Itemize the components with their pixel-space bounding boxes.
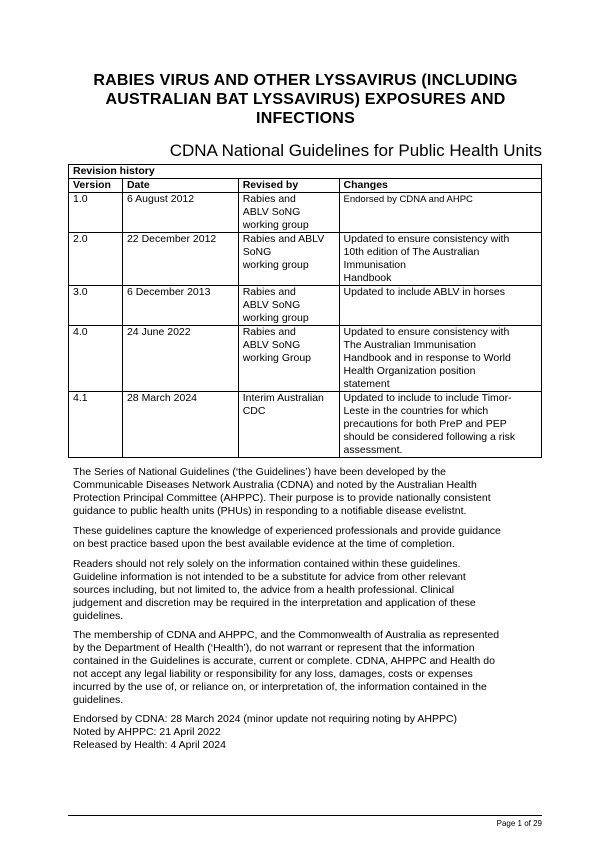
cell-revised-by-line: Rabies and xyxy=(242,326,296,338)
paragraph-line: sources including, but not limited to, the advice from a health professional. Clinical xyxy=(73,584,455,596)
paragraph-line: Protection Principal Committee (AHPPC). Their purpose is to provide nationally consistent xyxy=(73,492,491,504)
cell-revised-by-line: working group xyxy=(242,259,309,271)
col-header-version: Version xyxy=(69,179,123,193)
revision-row xyxy=(69,326,542,392)
cell-changes xyxy=(339,193,541,233)
paragraph-line: These guidelines capture the knowledge of experienced professionals and provide guidance xyxy=(73,525,501,537)
cell-changes-line: The Australian Immunisation xyxy=(343,339,477,351)
cell-changes-line: Updated to include ABLV in horses xyxy=(343,286,506,298)
cell-changes-line: Updated to ensure consistency with xyxy=(343,233,510,245)
cell-changes-line: Health Organization position xyxy=(343,365,476,377)
cell-revised-by-line: ABLV SoNG xyxy=(242,206,301,218)
endorsement-block xyxy=(73,713,543,752)
cell-date: 6 August 2012 xyxy=(122,193,238,233)
paragraph-reliance xyxy=(73,558,543,623)
cell-revised-by xyxy=(238,193,339,233)
paragraph-line: on best practice based upon the best available evidence at the time of completion. xyxy=(73,538,455,550)
cell-changes-line: Updated to ensure consistency with xyxy=(343,326,510,338)
paragraph-line: guidance to public health units (PHUs) in responding to a notifiable disease evelistnt. xyxy=(73,505,467,517)
paragraph-line: The Series of National Guidelines (‘the Guidelines’) have been developed by the xyxy=(73,466,446,478)
cell-changes xyxy=(339,286,541,326)
noted-line: Noted by AHPPC: 21 April 2022 xyxy=(73,726,221,738)
revision-history-table xyxy=(68,164,542,458)
cell-revised-by-line: working Group xyxy=(242,352,311,364)
revision-row xyxy=(69,193,542,233)
cell-date: 22 December 2012 xyxy=(122,233,238,286)
cell-version: 1.0 xyxy=(69,193,123,233)
paragraph-line: Communicable Diseases Network Australia (CDNA) and noted by the Australian Health xyxy=(73,479,477,491)
paragraph-line: not accept any legal liability or responsibility for any loss, damages, costs or expenses xyxy=(73,668,473,680)
col-header-revised-by: Revised by xyxy=(238,179,339,193)
endorsed-line: Endorsed by CDNA: 28 March 2024 (minor update not requiring noting by AHPPC) xyxy=(73,713,458,725)
cell-changes-line: precautions for both PreP and PEP xyxy=(343,418,507,430)
paragraph-line: Guideline information is not intended to be a substitute for advice from other relevant xyxy=(73,571,466,583)
page-number: Page 1 of 29 xyxy=(496,819,542,828)
cell-changes xyxy=(339,326,541,392)
col-header-changes: Changes xyxy=(339,179,541,193)
title-line: RABIES VIRUS AND OTHER LYSSAVIRUS (INCLUDING xyxy=(93,72,518,89)
cell-changes xyxy=(339,392,541,458)
cell-revised-by-line: CDC xyxy=(242,405,266,417)
document-title xyxy=(60,71,551,128)
cell-date: 6 December 2013 xyxy=(122,286,238,326)
paragraph-knowledge xyxy=(73,525,543,551)
cell-revised-by-line: Rabies and xyxy=(242,193,296,205)
cell-revised-by-line: Interim Australian xyxy=(242,392,324,404)
cell-date: 28 March 2024 xyxy=(122,392,238,458)
paragraph-line: Readers should not rely solely on the information contained within these guidelines. xyxy=(73,558,461,570)
paragraph-line: judgement and discretion may be required in the interpretation and application of these xyxy=(73,597,476,609)
cell-revised-by xyxy=(238,392,339,458)
cell-revised-by-line: ABLV SoNG xyxy=(242,339,301,351)
cell-revised-by xyxy=(238,286,339,326)
cell-changes-line: Endorsed by CDNA and AHPC xyxy=(343,194,473,205)
cell-revised-by-line: SoNG xyxy=(242,246,272,258)
cell-revised-by-line: Rabies and xyxy=(242,286,296,298)
paragraph-line: by the Department of Health (‘Health’), do not warrant or represent that the information xyxy=(73,642,475,654)
cell-changes-line: Leste in the countries for which xyxy=(343,405,489,417)
paragraph-line: contained in the Guidelines is accurate, current or complete. CDNA, AHPPC and Health do xyxy=(73,655,495,667)
cell-revised-by-line: working group xyxy=(242,219,309,231)
revision-caption: Revision history xyxy=(69,165,542,179)
paragraph-line: guidelines. xyxy=(73,694,124,706)
cell-changes-line: statement xyxy=(343,378,390,390)
cell-revised-by-line: ABLV SoNG xyxy=(242,299,301,311)
cell-revised-by xyxy=(238,326,339,392)
cell-version: 3.0 xyxy=(69,286,123,326)
footer-divider xyxy=(68,815,542,816)
paragraph-line: incurred by the use of, or reliance on, or interpretation of, the information contained in the xyxy=(73,681,487,693)
released-line: Released by Health: 4 April 2024 xyxy=(73,739,226,751)
cell-changes-line: Handbook and in response to World xyxy=(343,352,511,364)
cell-changes-line: Handbook xyxy=(343,272,392,284)
revision-rows xyxy=(69,193,542,458)
paragraph-purpose xyxy=(73,466,543,518)
cell-version: 4.1 xyxy=(69,392,123,458)
cell-changes-line: Immunisation xyxy=(343,259,406,271)
cell-revised-by xyxy=(238,233,339,286)
cell-changes-line: 10th edition of The Australian xyxy=(343,246,480,258)
paragraph-disclaimer xyxy=(73,629,543,707)
cell-changes-line: Updated to include to include Timor- xyxy=(343,392,512,404)
col-header-date: Date xyxy=(122,179,238,193)
paragraph-line: guidelines. xyxy=(73,610,124,622)
paragraph-line: The membership of CDNA and AHPPC, and the Commonwealth of Australia as represented xyxy=(73,629,500,641)
title-line: INFECTIONS xyxy=(256,110,355,127)
cell-revised-by-line: working group xyxy=(242,312,309,324)
cell-revised-by-line: Rabies and ABLV xyxy=(242,233,325,245)
cell-changes-line: should be considered following a risk xyxy=(343,431,516,443)
cell-changes-line: assessment. xyxy=(343,444,403,456)
revision-header-row xyxy=(69,179,542,193)
title-line: AUSTRALIAN BAT LYSSAVIRUS) EXPOSURES AND xyxy=(105,91,506,108)
cell-version: 2.0 xyxy=(69,233,123,286)
revision-row xyxy=(69,392,542,458)
cell-version: 4.0 xyxy=(69,326,123,392)
revision-row xyxy=(69,286,542,326)
revision-caption-row xyxy=(69,165,542,179)
cell-changes xyxy=(339,233,541,286)
cell-date: 24 June 2022 xyxy=(122,326,238,392)
revision-row xyxy=(69,233,542,286)
document-subtitle: CDNA National Guidelines for Public Health Units xyxy=(169,141,542,160)
